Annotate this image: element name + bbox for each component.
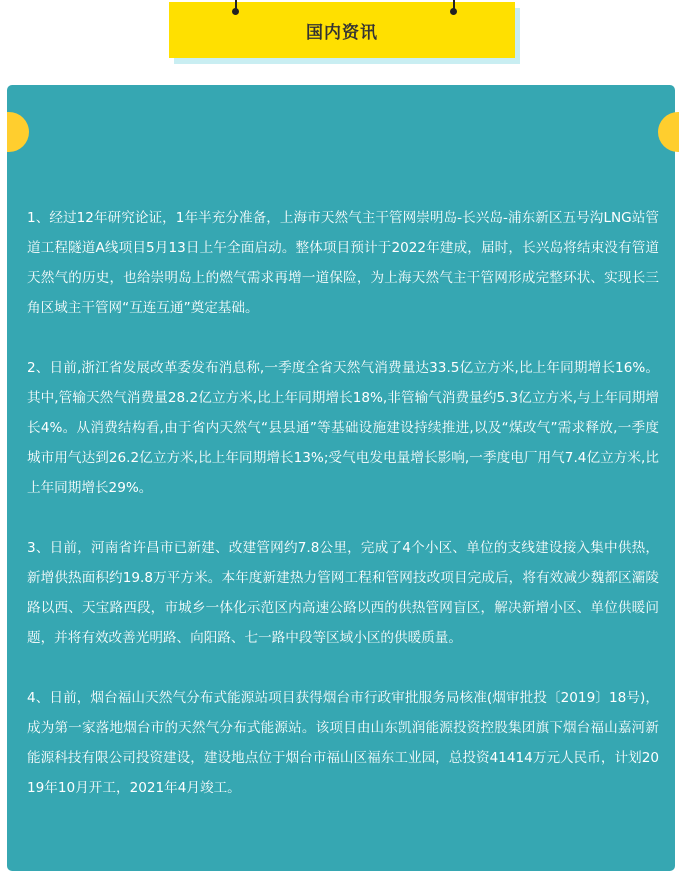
news-content	[27, 203, 659, 833]
news-item-1: 1、经过12年研究论证，1年半充分准备，上海市天然气主干管网崇明岛-长兴岛-浦东新区五号沟LNG站管道工程隧道A线项目5月13日上午全面启动。整体项目预计于2022年建成，届时，长兴岛将结束没有管道天然气的历史，也给崇明岛上的燃气需求再增一道保险，为上海天然气主干管网形成完整环状、实现长三角区域主干管网“互连互通”奠定基础。	[27, 210, 659, 316]
page-title: 国内资讯	[306, 22, 378, 43]
section-header	[169, 2, 515, 58]
hanging-pin-left	[232, 8, 239, 15]
header-box	[169, 2, 515, 58]
news-item-4: 4、日前，烟台福山天然气分布式能源站项目获得烟台市行政审批服务局核准(烟审批投〔2019〕18号)，成为第一家落地烟台市的天然气分布式能源站。该项目由山东凯润能源投资控股集团旗下烟台福山嘉河新能源科技有限公司投资建设，建设地点位于烟台市福山区福东工业园，总投资41414万元人民币，计划2019年10月开工，2021年4月竣工。	[27, 690, 659, 796]
hanging-pin-right	[450, 8, 457, 15]
news-item-2: 2、日前,浙江省发展改革委发布消息称,一季度全省天然气消费量达33.5亿立方米,比上年同期增长16%。其中,管输天然气消费量28.2亿立方米,比上年同期增长18%,非管输气消费量约5.3亿立方米,与上年同期增长4%。从消费结构看,由于省内天然气“县县通”等基础设施建设持续推进,以及“煤改气”需求释放,一季度城市用气达到26.2亿立方米,比上年同期增长13%;受气电发电量增长影响,一季度电厂用气7.4亿立方米,比上年同期增长29%。	[27, 360, 659, 496]
news-item-3: 3、日前，河南省许昌市已新建、改建管网约7.8公里，完成了4个小区、单位的支线建设接入集中供热，新增供热面积约19.8万平方米。本年度新建热力管网工程和管网技改项目完成后，将有效减少魏都区灞陵路以西、天宝路西段，市城乡一体化示范区内高速公路以西的供热管网盲区，解决新增小区、单位供暖问题，并将有效改善光明路、向阳路、七一路中段等区域小区的供暖质量。	[27, 540, 659, 646]
